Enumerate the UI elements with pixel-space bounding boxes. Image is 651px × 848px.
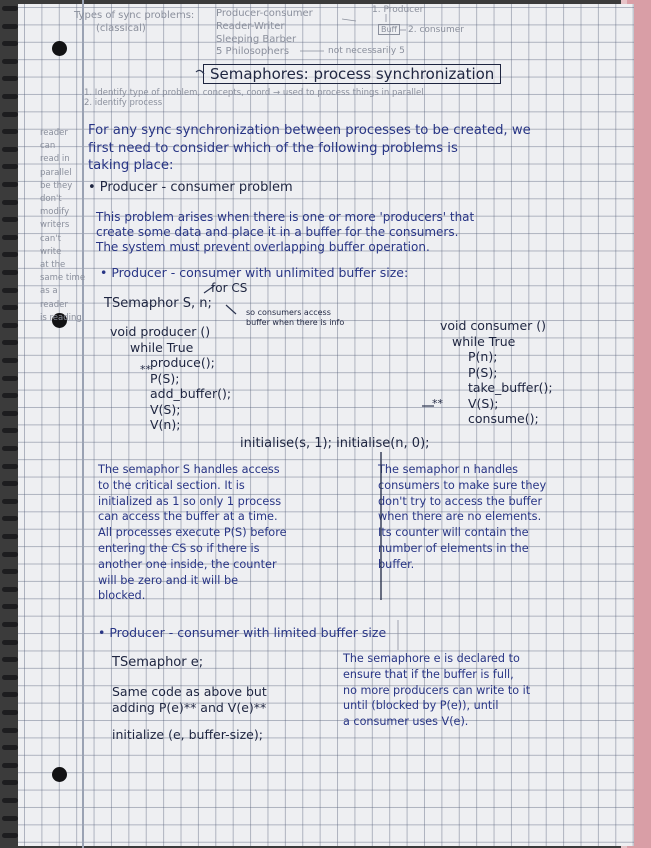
margin-note: don't (40, 194, 62, 204)
section3-explanation-line: The semaphore e is declared to (343, 652, 520, 665)
producer-code-line: P(S); (150, 370, 180, 386)
section3-same-1: Same code as above but (112, 684, 267, 699)
consumer-code-line: consume(); (468, 411, 539, 426)
explanation-left-line: initialized as 1 so only 1 process (98, 494, 282, 508)
margin-note: be they (40, 180, 73, 191)
producer-code-line: add_buffer(); (150, 386, 232, 401)
margin-note: parallel (40, 167, 72, 178)
section3-init: initialize (e, buffer-size); (112, 727, 263, 742)
margin-note: at the (40, 260, 66, 270)
types-sub: (classical) (96, 23, 146, 34)
consumer-code-line: P(S); (468, 364, 498, 380)
intro-line-3: taking place: (88, 158, 174, 173)
intro-line-1: For any sync synchronization between processes to be created, we (88, 123, 531, 138)
margin-note: can't (40, 233, 61, 244)
type-sleeping-barber: Sleeping Barber (216, 34, 297, 45)
producer-code-line: produce(); (150, 355, 215, 370)
explanation-left-line: can access the buffer at a time. (98, 510, 278, 524)
intro-line-2: first need to consider which of the following problems is (88, 141, 458, 156)
explanation-left-line: will be zero and it will be (98, 573, 239, 587)
explanation-left-line: to the critical section. It is (98, 478, 245, 492)
explanation-right-line: when there are no elements. (378, 510, 542, 524)
margin-note: as a (40, 286, 58, 297)
decl-note-1: so consumers access (246, 308, 331, 317)
section1-para-1: This problem arises when there is one or more 'producers' that (96, 210, 475, 224)
subtitle-note-1: 1. Identify type of problem, concepts, coord → used to process things in parallel (84, 88, 424, 98)
consumer-code-line: while True (452, 333, 516, 349)
flow-buffer-box: Buff (378, 24, 400, 35)
margin-note: can (40, 141, 56, 152)
margin-note: reader (40, 299, 68, 310)
flow-consumer: 2. consumer (408, 25, 465, 35)
margin-note: modify (40, 207, 70, 218)
philosophers-note: not necessarily 5 (328, 46, 405, 56)
consumer-code-line: void consumer () (440, 318, 547, 333)
section3-explanation-line: no more producers can write to it (343, 683, 531, 697)
explanation-left-line: blocked. (98, 589, 146, 603)
explanation-right-line: The semaphor n handles (378, 463, 518, 476)
type-producer-consumer: Producer-consumer (216, 8, 313, 19)
for-cs-note: for CS (211, 281, 248, 295)
subtitle-note-2: 2. identify process (84, 98, 163, 108)
producer-marks: ** (140, 363, 151, 376)
explanation-left-line: another one inside, the counter (98, 557, 277, 571)
consumer-code-line: P(n); (468, 349, 498, 364)
types-label: Types of sync problems: (74, 10, 195, 21)
page-title: Semaphores: process synchronization (203, 64, 501, 84)
section1-para-2: create some data and place it in a buffer for the consumers. (96, 225, 459, 239)
section3-explanation-line: ensure that if the buffer is full, (343, 667, 514, 681)
margin-note: write (40, 246, 62, 257)
explanation-left-line: entering the CS so if there is (98, 542, 260, 555)
explanation-left-line: All processes execute P(S) before (98, 526, 287, 540)
explanation-right-line: buffer. (378, 557, 415, 571)
producer-code-line: V(n); (150, 417, 181, 432)
decl-note-2: buffer when there is info (246, 318, 345, 327)
explanation-right-line: consumers to make sure they (378, 478, 547, 492)
consumer-code-line: take_buffer(); (468, 380, 553, 395)
semaphore-decl: TSemaphor S, n; (104, 296, 212, 311)
margin-note: is reading (40, 312, 82, 323)
section3-same-2: adding P(e)** and V(e)** (112, 700, 267, 715)
explanation-right-line: number of elements in the (378, 542, 529, 555)
margin-note: writers (40, 220, 70, 231)
producer-code-line: while True (130, 339, 194, 355)
type-reader-writer: Reader-Writer (216, 21, 285, 32)
producer-code-line: V(S); (150, 401, 181, 417)
explanation-left-line: The semaphor S handles access (98, 463, 280, 476)
flow-producer: 1. Producer (372, 5, 424, 15)
init-line: initialise(s, 1); initialise(n, 0); (240, 436, 430, 451)
section3-decl: TSemaphor e; (112, 655, 204, 670)
margin-note: same time (40, 273, 86, 284)
explanation-right-line: don't try to access the buffer (378, 494, 543, 508)
margin-note: read in (40, 154, 70, 165)
section3-heading: • Producer - consumer with limited buffer size (98, 625, 387, 640)
section3-explanation-line: a consumer uses V(e). (343, 715, 469, 729)
section3-explanation-line: until (blocked by P(e)), until (343, 699, 499, 713)
margin-note: reader (40, 128, 68, 138)
consumer-code-line: V(S); (468, 395, 499, 411)
producer-code-line: void producer () (110, 324, 211, 339)
explanation-right-line: Its counter will contain the (378, 526, 529, 540)
section1-heading: • Producer - consumer problem (88, 180, 293, 195)
section2-heading: • Producer - consumer with unlimited buffer size: (100, 265, 409, 280)
section1-para-3: The system must prevent overlapping buffer operation. (96, 240, 430, 254)
consumer-marks: ** (432, 397, 443, 410)
type-philosophers: 5 Philosophers (216, 46, 290, 57)
